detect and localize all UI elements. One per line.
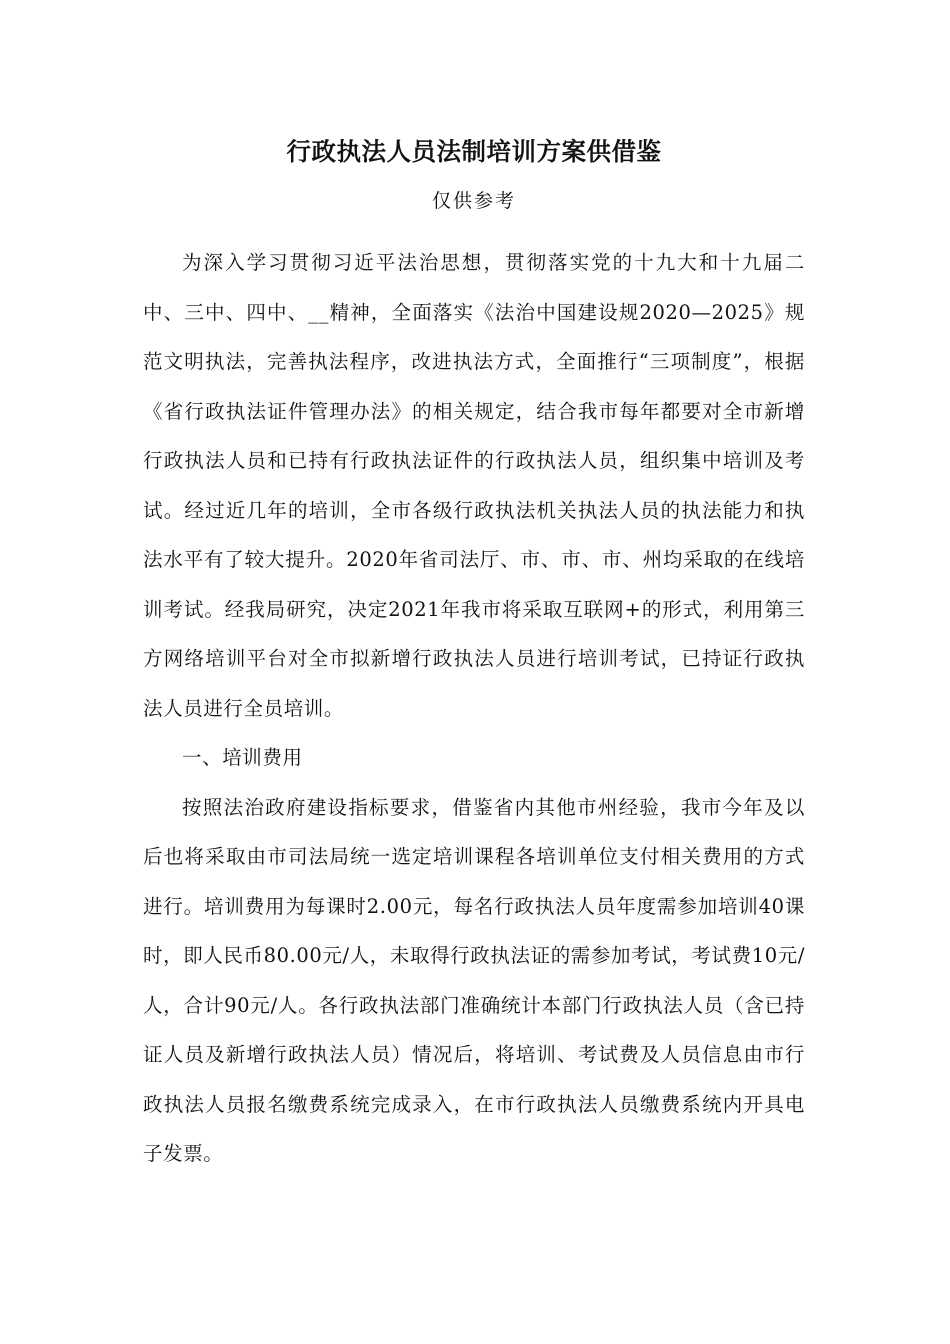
document-subtitle: 仅供参考 — [431, 190, 516, 212]
intro-paragraph: 为深入学习贯彻习近平法治思想，贯彻落实党的十九大和十九届二中、三中、四中、__精神，全面落实《法治中国建设规2020—2025》规范文明执法，完善执法程序，改进执法方式，全面推行“三项制度”，根据《省行政执法证件管理办法》的相关规定，结合我市每年都要对全市新增行政执法人员和已持有行政执法证件的行政执法人员，组织集中培训及考试。经过近几年的培训，全市各级行政执法机关执法人员的执法能力和执法水平有了较大提升。2020年省司法厅、市、市、市、州均采取的在线培训考试。经我局研究，决定2021年我市将采取互联网+的形式，利用第三方网络培训平台对全市拟新增行政执法人员进行培训考试，已持证行政执法人员进行全员培训。 — [143, 251, 805, 720]
document-page — [143, 132, 805, 1179]
section-heading-training-fees: 一、培训费用 — [182, 746, 303, 769]
section-body-training-fees: 按照法治政府建设指标要求，借鉴省内其他市州经验，我市今年及以后也将采取由市司法局统一选定培训课程各培训单位支付相关费用的方式进行。培训费用为每课时2.00元，每名行政执法人员年度需参加培训40课时，即人民币80.00元/人，未取得行政执法证的需参加考试，考试费10元/人，合计90元/人。各行政执法部门准确统计本部门行政执法人员（含已持证人员及新增行政执法人员）情况后，将培训、考试费及人员信息由市行政执法人员报名缴费系统完成录入，在市行政执法人员缴费系统内开具电子发票。 — [143, 795, 805, 1165]
document-title: 行政执法人员法制培训方案供借鉴 — [286, 137, 662, 166]
